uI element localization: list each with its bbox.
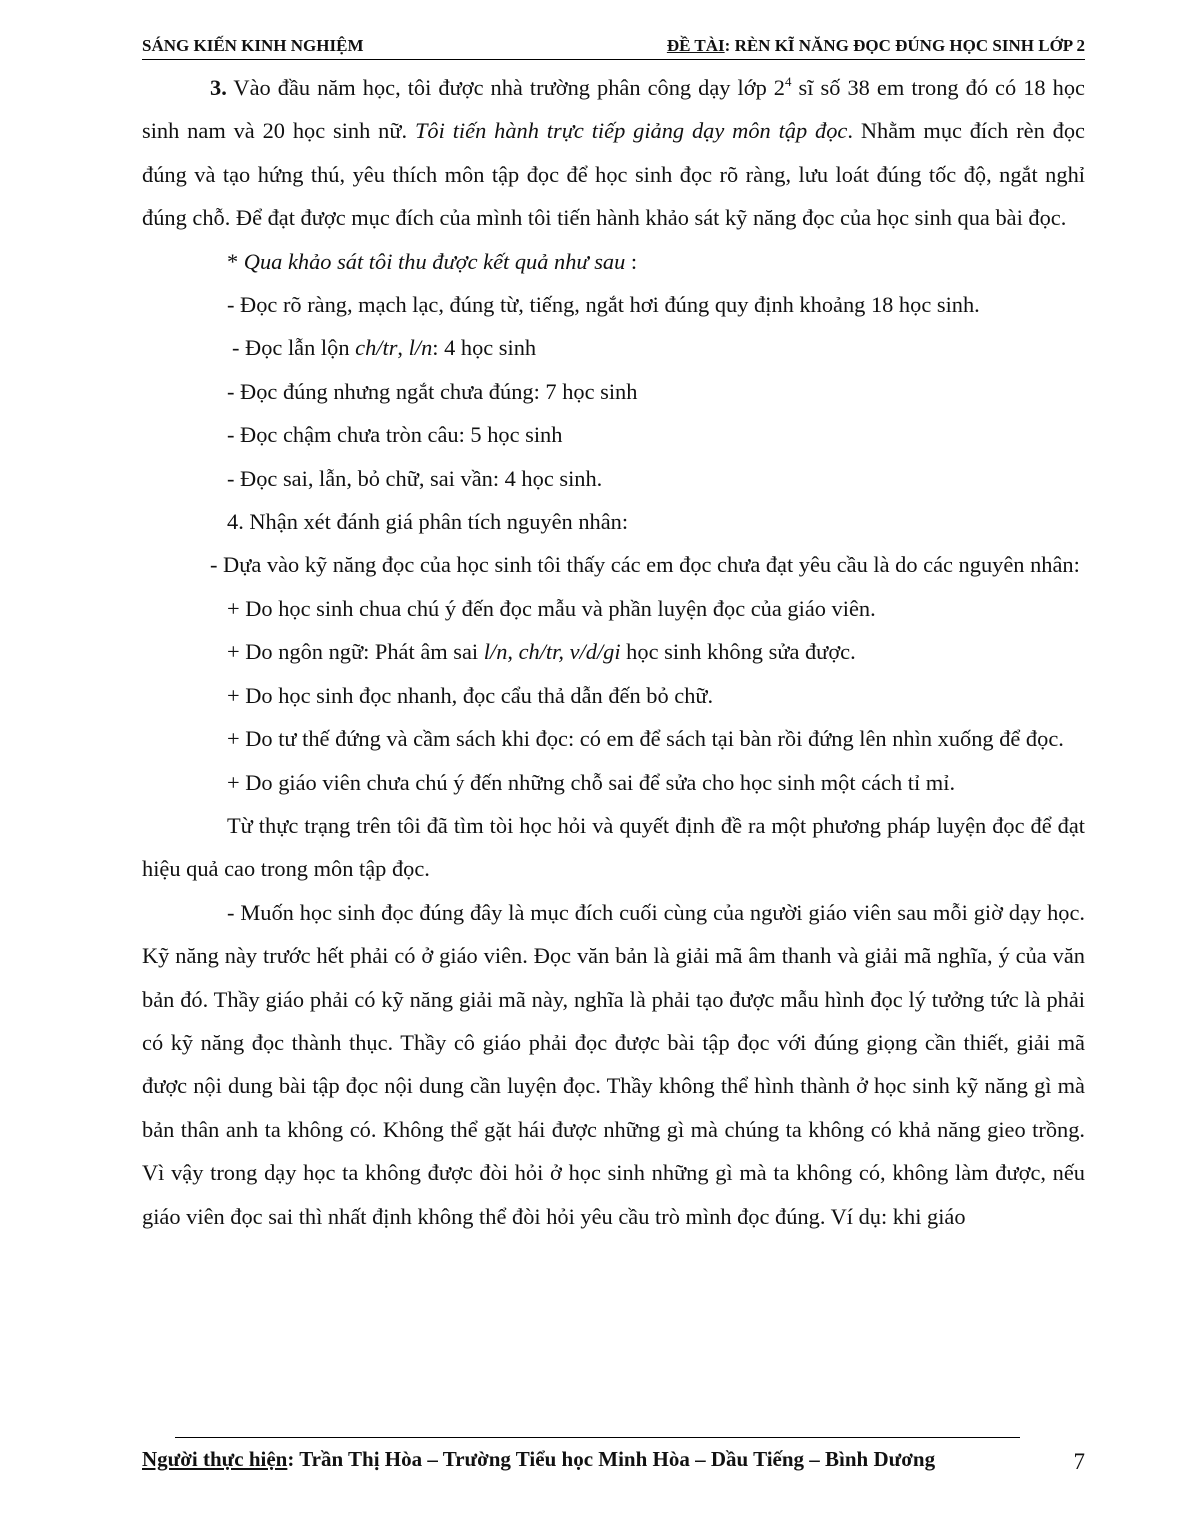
footer-label: Người thực hiện [142, 1447, 288, 1471]
cause-item: + Do học sinh chua chú ý đến đọc mẫu và phần luyện đọc của giáo viên. [227, 595, 876, 621]
result-italic: l/n [408, 335, 433, 361]
page-header [142, 36, 1085, 60]
page-number: 7 [1073, 1449, 1085, 1474]
result-item: - Đọc rõ ràng, mạch lạc, đúng từ, tiếng, ngắt hơi đúng quy định khoảng 18 học sinh. [227, 292, 980, 318]
cause-item: + Do học sinh đọc nhanh, đọc cẩu thả dẫn đến bỏ chữ. [227, 682, 714, 708]
document-body [142, 66, 1085, 1238]
result-text: , [397, 335, 409, 361]
intro-text-a: Vào đầu năm học, tôi được nhà trường phân công dạy lớp 2 [226, 75, 786, 100]
paragraph-intro [142, 66, 1085, 240]
paragraph-teacher: - Muốn học sinh đọc đúng đây là mục đích cuối cùng của người giáo viên sau mỗi giờ dạy học. Kỹ năng này trước hết phải có ở giáo viên. Đọc văn bản là giải mã âm thanh và giải mã nghĩa, ý của văn bản đó. Thầy giáo phải có kỹ năng giải mã này, nghĩa là phải tạo được mẫu hình đọc lý tưởng tức là phải có kỹ năng đọc thành thục. Thầy cô giáo phải đọc được bài tập đọc với đúng giọng cần thiết, giải mã được nội dung bài tập đọc nội dung cần luyện đọc. Thầy không thể hình thành ở học sinh kỹ năng gì mà bản thân anh ta không có. Không thể gặt hái được những gì mà chúng ta không có khả năng gieo trồng. Vì vậy trong dạy học ta không được đòi hỏi ở học sinh những gì mà ta không có, không làm được, nếu giáo viên đọc sai thì nhất định không thể đòi hỏi yêu cầu trò mình đọc đúng. Ví dụ: khi giáo [142, 899, 1085, 1229]
survey-heading [142, 240, 1085, 283]
survey-italic: Qua khảo sát tôi thu được kết quả như sau [243, 248, 626, 274]
cause-text: + Do ngôn ngữ: Phát âm sai [227, 639, 484, 665]
section-4-heading: 4. Nhận xét đánh giá phân tích nguyên nhân: [227, 509, 629, 535]
result-item [142, 326, 1085, 369]
result-item: - Đọc đúng nhưng ngắt chưa đúng: 7 học sinh [227, 378, 638, 404]
header-right-label: ĐỀ TÀI [666, 36, 725, 55]
header-right-text: : RÈN KĨ NĂNG ĐỌC ĐÚNG HỌC SINH LỚP 2 [724, 36, 1085, 55]
class-superscript: 4 [785, 74, 792, 89]
intro-text-b: sĩ số 38 em trong đó có 18 học sinh nam và 20 học sinh nữ. [142, 75, 1085, 144]
result-text: - Đọc lẫn lộn [232, 335, 356, 361]
result-item: - Đọc chậm chưa tròn câu: 5 học sinh [227, 422, 563, 448]
footer-text: : Trần Thị Hòa – Trường Tiểu học Minh Hòa – Dầu Tiếng – Bình Dương [287, 1447, 936, 1471]
section-4-paragraph: - Dựa vào kỹ năng đọc của học sinh tôi thấy các em đọc chưa đạt yêu cầu là do các nguyên nhân: [210, 552, 1080, 578]
survey-star: * [227, 248, 244, 274]
cause-italic: l/n, ch/tr, v/d/gi [483, 639, 621, 665]
result-text: : 4 học sinh [432, 335, 537, 361]
paragraph-conclusion: Từ thực trạng trên tôi đã tìm tòi học hỏi và quyết định đề ra một phương pháp luyện đọc để đạt hiệu quả cao trong môn tập đọc. [142, 812, 1085, 882]
result-item: - Đọc sai, lẫn, bỏ chữ, sai vần: 4 học sinh. [227, 465, 603, 491]
intro-text-c: . Nhằm mục đích rèn đọc đúng và tạo hứng thú, yêu thích môn tập đọc để học sinh đọc rõ ràng, lưu loát đúng tốc độ, ngắt nghỉ đúng chỗ. Để đạt được mục đích của mình tôi tiến hành khảo sát kỹ năng đọc của học sinh qua bài đọc. [142, 118, 1085, 231]
page-footer [142, 1444, 935, 1474]
header-right [667, 36, 1085, 56]
survey-end: : [625, 248, 638, 274]
footer-divider [175, 1437, 1020, 1438]
intro-italic: Tôi tiến hành trực tiếp giảng dạy môn tập đọc [414, 118, 848, 144]
cause-item: + Do giáo viên chưa chú ý đến những chỗ sai để sửa cho học sinh một cách tỉ mỉ. [227, 769, 956, 795]
intro-number: 3. [210, 75, 227, 100]
cause-text: học sinh không sửa được. [620, 639, 856, 665]
cause-item: + Do tư thế đứng và cầm sách khi đọc: có em để sách tại bàn rồi đứng lên nhìn xuống để đọc. [227, 726, 1064, 752]
header-left: SÁNG KIẾN KINH NGHIỆM [142, 36, 364, 55]
cause-item [142, 630, 1085, 673]
result-italic: ch/tr [355, 335, 398, 361]
